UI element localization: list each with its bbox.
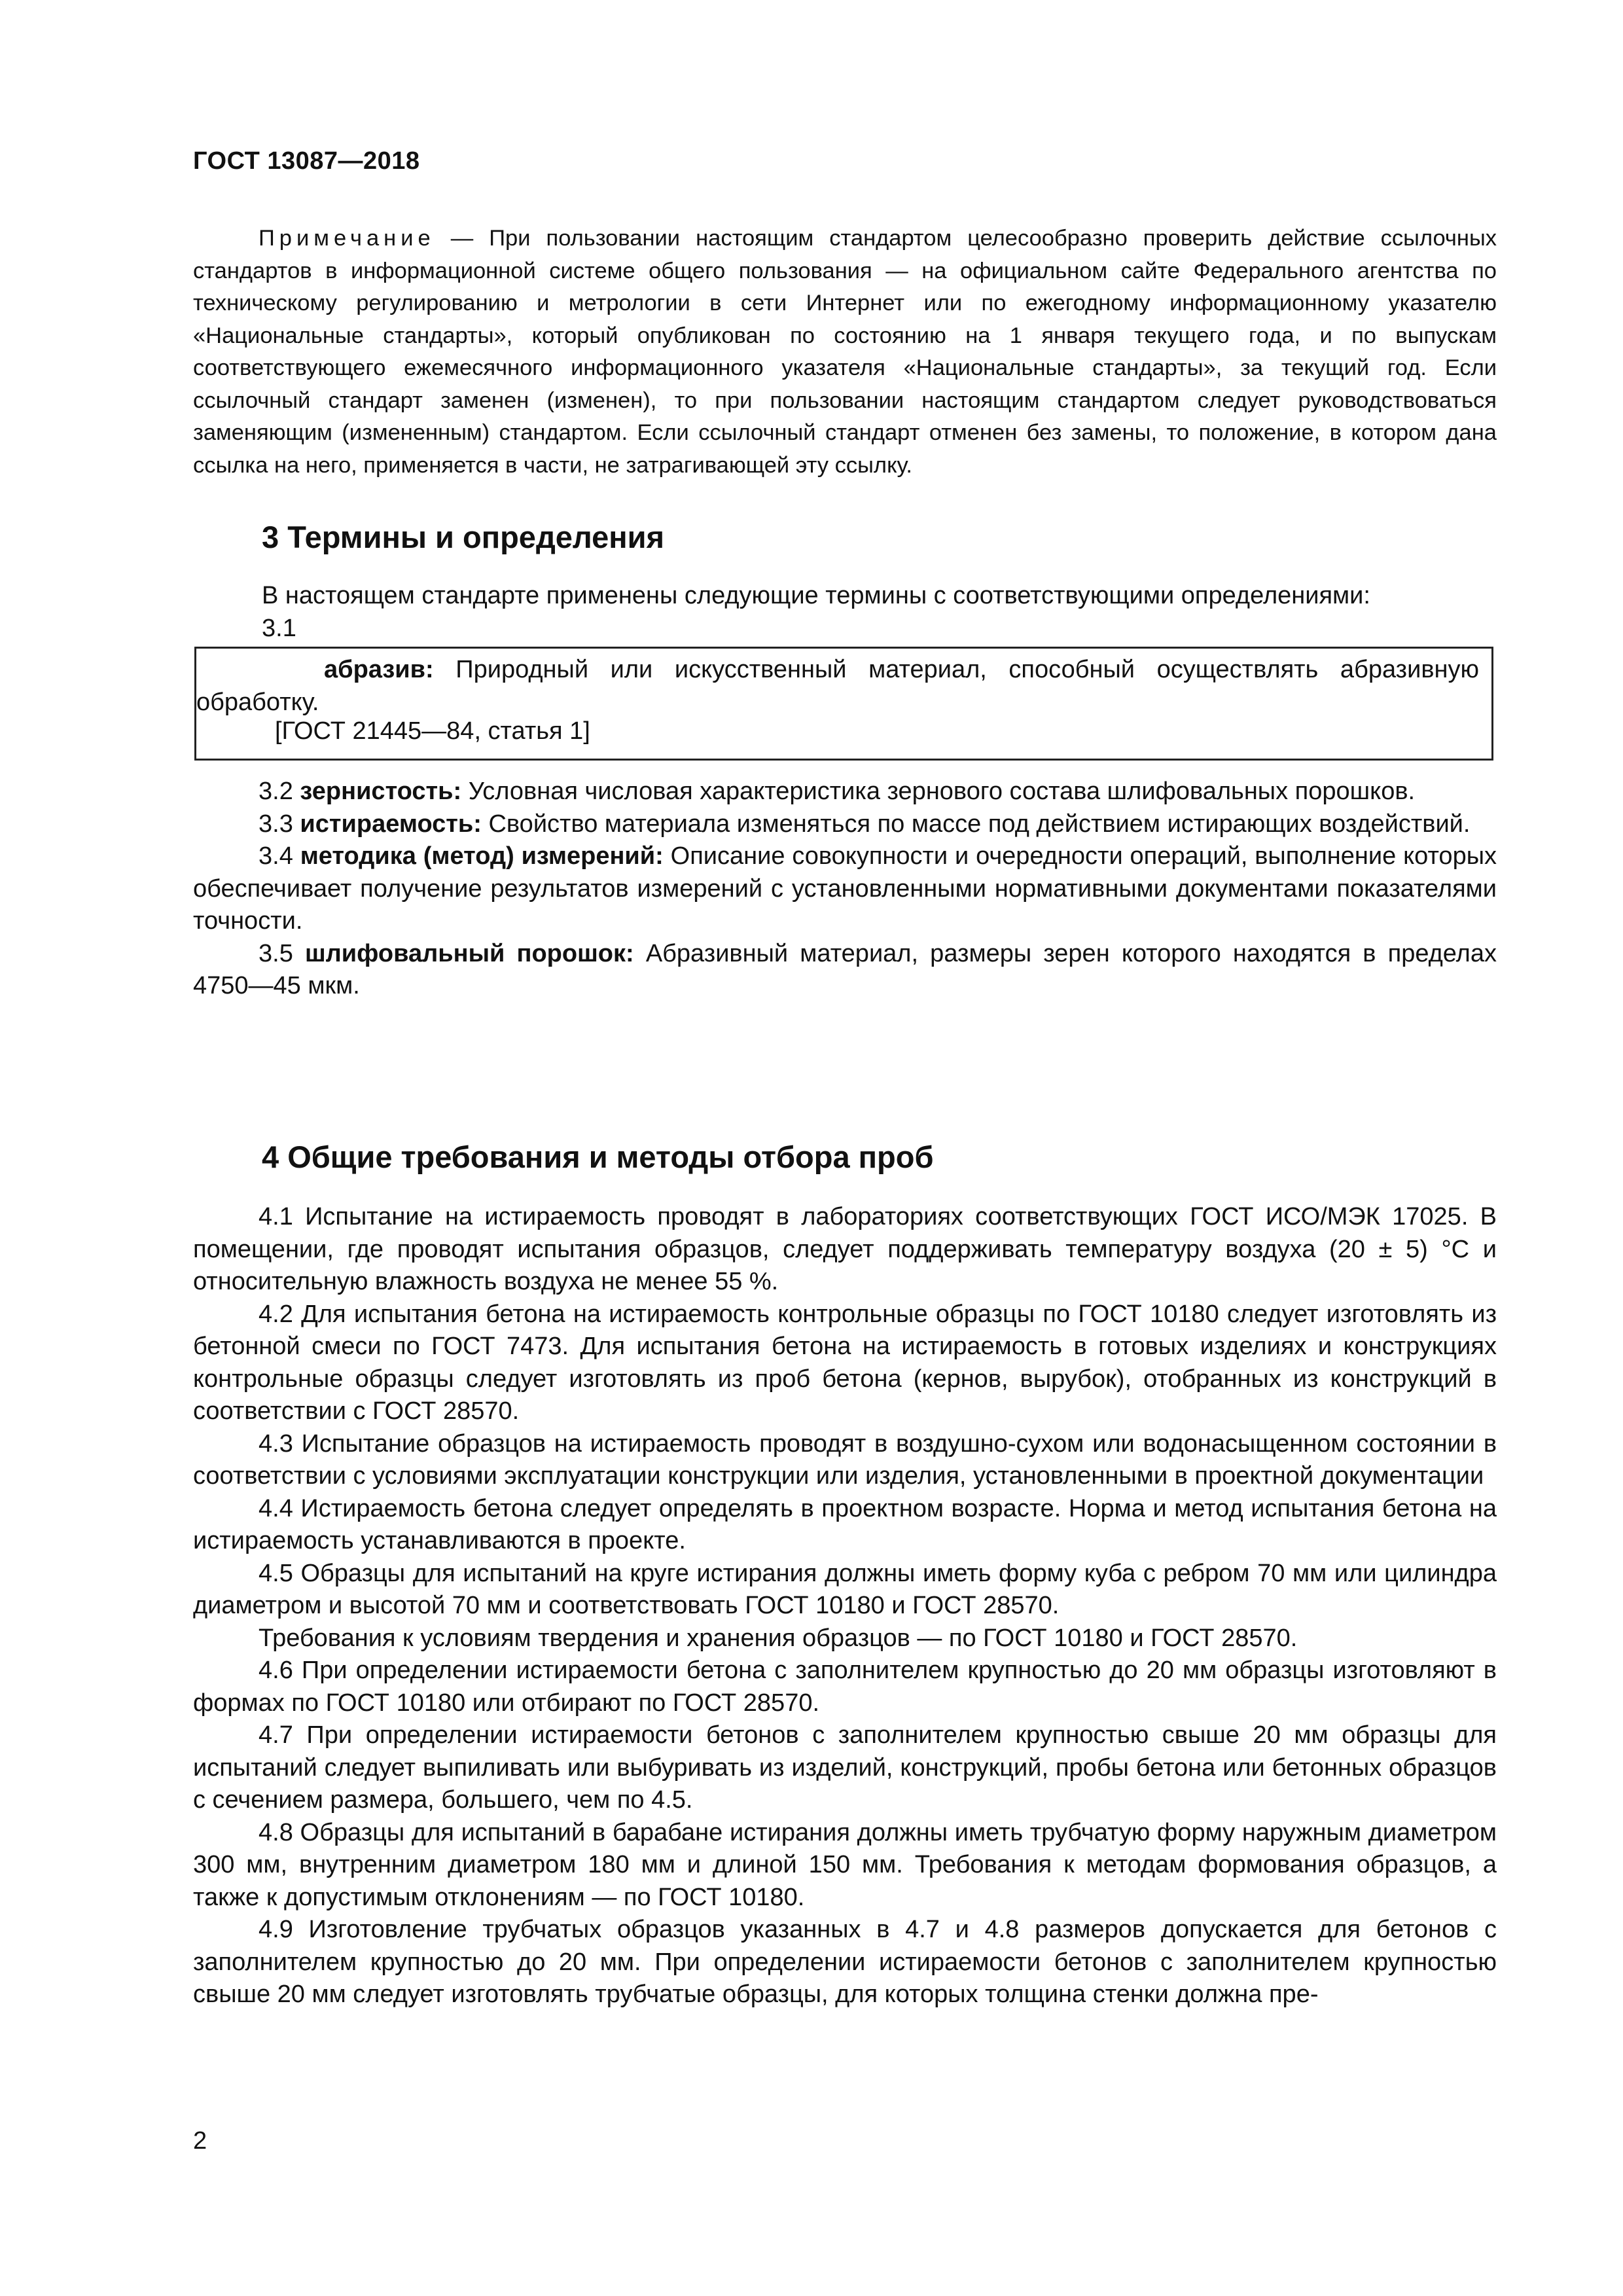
term-definition: Описание совокупности и очередности операций, выполнение которых обеспечивает получение результатов измерений с установленными нормативными документами показателями точности.	[193, 842, 1497, 935]
term-definition-box	[194, 647, 1493, 761]
term-3-1-source: [ГОСТ 21445—84, статья 1]	[275, 717, 590, 745]
term-number: 3.5	[259, 939, 293, 967]
section-3-intro	[262, 579, 1370, 645]
paragraph-4-5-note: Требования к условиям твердения и хранения образцов — по ГОСТ 10180 и ГОСТ 28570.	[259, 1624, 1298, 1652]
page-number: 2	[193, 2127, 207, 2155]
term-3-5	[193, 938, 1497, 1003]
terms-list	[193, 776, 1497, 1003]
paragraph-4-8: 4.8 Образцы для испытаний в барабане истирания должны иметь трубчатую форму наружным диаметром 300 мм, внутренним диаметром 180 мм и длиной 150 мм. Требования к методам формования образцов, а также к допустимым отклонениям — по ГОСТ 10180.	[193, 1818, 1497, 1911]
term-number: 3.2	[259, 778, 293, 805]
document-header: ГОСТ 13087—2018	[193, 147, 420, 175]
term-3-1	[196, 654, 1479, 719]
paragraph-4-5: 4.5 Образцы для испытаний на круге истирания должны иметь форму куба с ребром 70 мм или цилиндра диаметром и высотой 70 мм и соответствовать ГОСТ 10180 и ГОСТ 28570.	[193, 1559, 1497, 1619]
term-title: истираемость:	[300, 810, 482, 838]
paragraph-4-4: 4.4 Истираемость бетона следует определять в проектном возрасте. Норма и метод испытания бетона на истираемость устанавливаются в проекте.	[193, 1494, 1497, 1554]
term-title: шлифовальный порошок:	[304, 939, 634, 967]
section-4-paragraphs	[193, 1201, 1497, 2011]
paragraph-4-9: 4.9 Изготовление трубчатых образцов указанных в 4.7 и 4.8 размеров допускается для бетонов с заполнителем крупностью до 20 мм. При определении истираемости бетонов с заполнителем крупностью свыше 20 мм следует изготовлять трубчатые образцы, для которых толщина стенки должна пре-	[193, 1916, 1497, 2008]
paragraph-4-7: 4.7 При определении истираемости бетонов с заполнителем крупностью свыше 20 мм образцы для испытаний следует выпиливать или выбуривать из изделий, конструкций, пробы бетона или бетонных образцов с сечением размера, большего, чем по 4.5.	[193, 1721, 1497, 1814]
term-title: методика (метод) измерений:	[300, 842, 664, 870]
term-title: зернистость:	[300, 778, 462, 805]
term-3-1-number: 3.1	[262, 615, 296, 642]
section-3-intro-text: В настоящем стандарте применены следующие термины с соответствующими определениями:	[262, 582, 1370, 609]
paragraph-4-3: 4.3 Испытание образцов на истираемость проводят в воздушно-сухом или водонасыщенном состоянии в соответствии с условиями эксплуатации конструкции или изделия, установленными в проектной документации	[193, 1429, 1497, 1490]
term-3-2	[193, 776, 1497, 808]
paragraph-4-2: 4.2 Для испытания бетона на истираемость контрольные образцы по ГОСТ 10180 следует изготовлять из бетонной смеси по ГОСТ 7473. Для испытания бетона на истираемость в готовых изделиях и конструкциях контрольные образцы следует изготовлять из проб бетона (кернов, вырубок), отобранных из конструкций в соответствии с ГОСТ 28570.	[193, 1300, 1497, 1425]
section-3-title: 3 Термины и определения	[262, 520, 664, 554]
term-3-1-definition: Природный или искусственный материал, способный осуществлять абразивную обработку.	[196, 656, 1479, 716]
note-paragraph	[193, 223, 1497, 482]
term-number: 3.4	[259, 842, 293, 870]
paragraph-4-1: 4.1 Испытание на истираемость проводят в лабораториях соответствующих ГОСТ ИСО/МЭК 17025. В помещении, где проводят испытания образцов, следует поддерживать температуру воздуха (20 ± 5) °С и относительную влажность воздуха не менее 55 %.	[193, 1203, 1497, 1295]
note-label: Примечание	[259, 226, 435, 251]
paragraph-4-6: 4.6 При определении истираемости бетона с заполнителем крупностью до 20 мм образцы изготовляют в формах по ГОСТ 10180 или отбирают по ГОСТ 28570.	[193, 1657, 1497, 1717]
term-3-1-term: абразив:	[324, 656, 434, 683]
term-definition: Абразивный материал, размеры зерен которого находятся в пределах 4750—45 мкм.	[193, 939, 1497, 999]
term-number: 3.3	[259, 810, 293, 838]
term-definition: Свойство материала изменяться по массе под действием истирающих воздействий.	[481, 810, 1471, 838]
note-text: — При пользовании настоящим стандартом целесообразно проверить действие ссылочных стандартов в информационной системе общего пользования — на официальном сайте Федерального агентства по техническому регулированию и метрологии в сети Интернет или по ежегодному информационному указателю «Национальные стандарты», который опубликован по состоянию на 1 января текущего года, и по выпускам соответствующего ежемесячного информационного указателя «Национальные стандарты», за текущий год. Если ссылочный стандарт заменен (изменен), то при пользовании настоящим стандартом следует руководствоваться заменяющим (измененным) стандартом. Если ссылочный стандарт отменен без замены, то положение, в котором дана ссылка на него, применяется в части, не затрагивающей эту ссылку.	[193, 226, 1497, 478]
term-definition: Условная числовая характеристика зернового состава шлифовальных порошков.	[461, 778, 1416, 805]
term-3-4	[193, 840, 1497, 938]
term-3-3	[193, 808, 1497, 841]
section-4-title: 4 Общие требования и методы отбора проб	[262, 1139, 934, 1174]
